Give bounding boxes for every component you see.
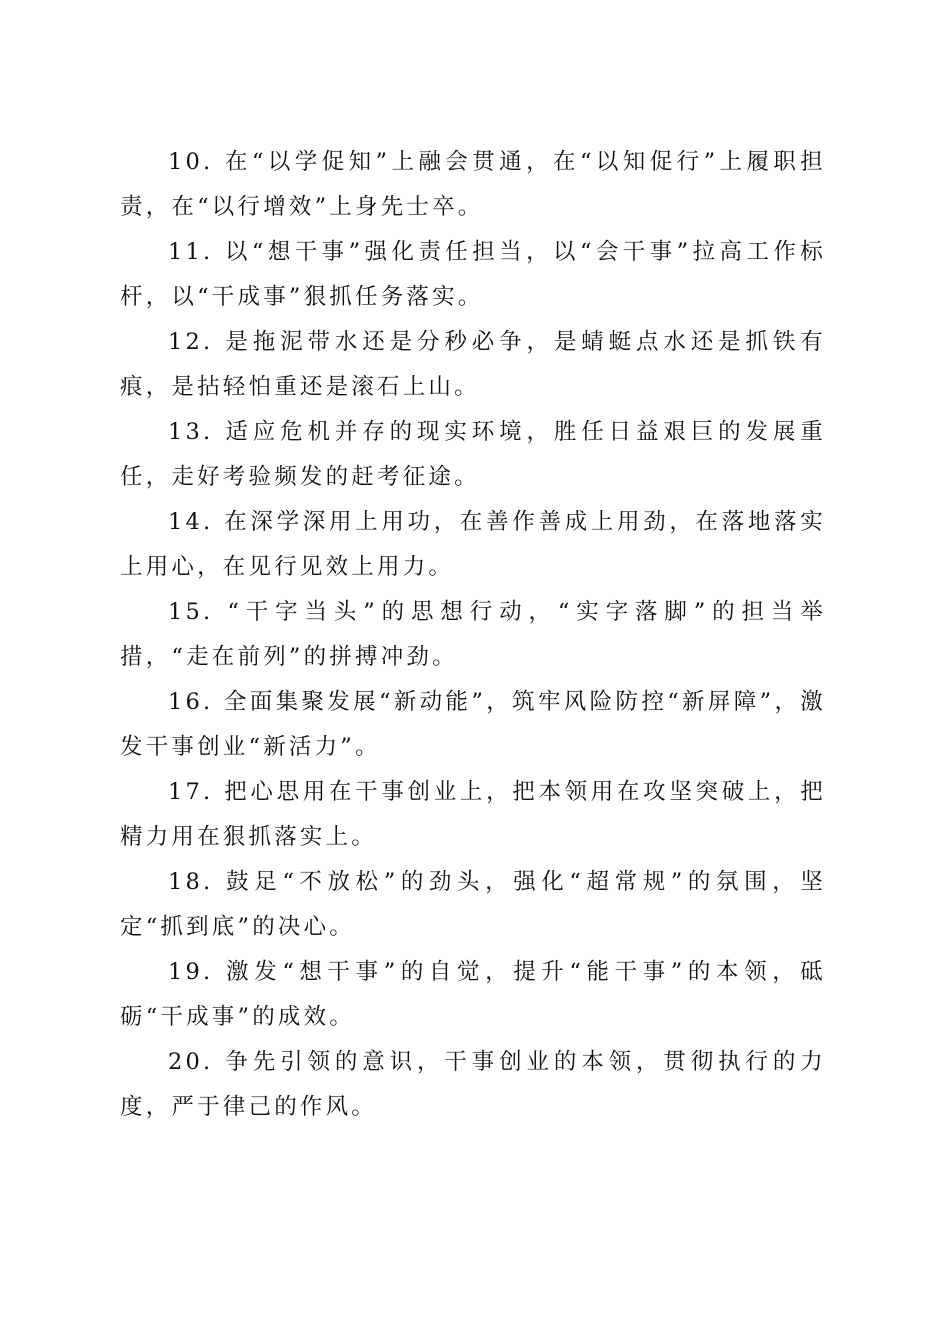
paragraph-19: 19. 激发“想干事”的自觉，提升“能干事”的本领，砥砺“干成事”的成效。	[120, 959, 826, 1030]
paragraph-17: 17. 把心思用在干事创业上，把本领用在攻坚突破上，把精力用在狠抓落实上。	[120, 779, 826, 850]
paragraph-14: 14. 在深学深用上用功，在善作善成上用劲，在落地落实上用心，在见行见效上用力。	[120, 509, 826, 580]
paragraph-13: 13. 适应危机并存的现实环境，胜任日益艰巨的发展重任，走好考验频发的赶考征途。	[120, 419, 826, 490]
paragraph-20: 20. 争先引领的意识，干事创业的本领，贯彻执行的力度，严于律己的作风。	[120, 1049, 826, 1120]
paragraph-16: 16. 全面集聚发展“新动能”，筑牢风险防控“新屏障”，激发干事创业“新活力”。	[120, 689, 826, 760]
paragraph-15: 15. “干字当头”的思想行动，“实字落脚”的担当举措，“走在前列”的拼搏冲劲。	[120, 599, 826, 670]
paragraph-18: 18. 鼓足“不放松”的劲头，强化“超常规”的氛围，坚定“抓到底”的决心。	[120, 869, 826, 940]
paragraph-11: 11. 以“想干事”强化责任担当，以“会干事”拉高工作标杆，以“干成事”狠抓任务落实。	[120, 239, 826, 310]
paragraph-12: 12. 是拖泥带水还是分秒必争，是蜻蜓点水还是抓铁有痕，是拈轻怕重还是滚石上山。	[120, 329, 826, 400]
paragraph-10: 10. 在“以学促知”上融会贯通，在“以知促行”上履职担责，在“以行增效”上身先士卒。	[120, 149, 826, 220]
document-body	[120, 140, 826, 1130]
